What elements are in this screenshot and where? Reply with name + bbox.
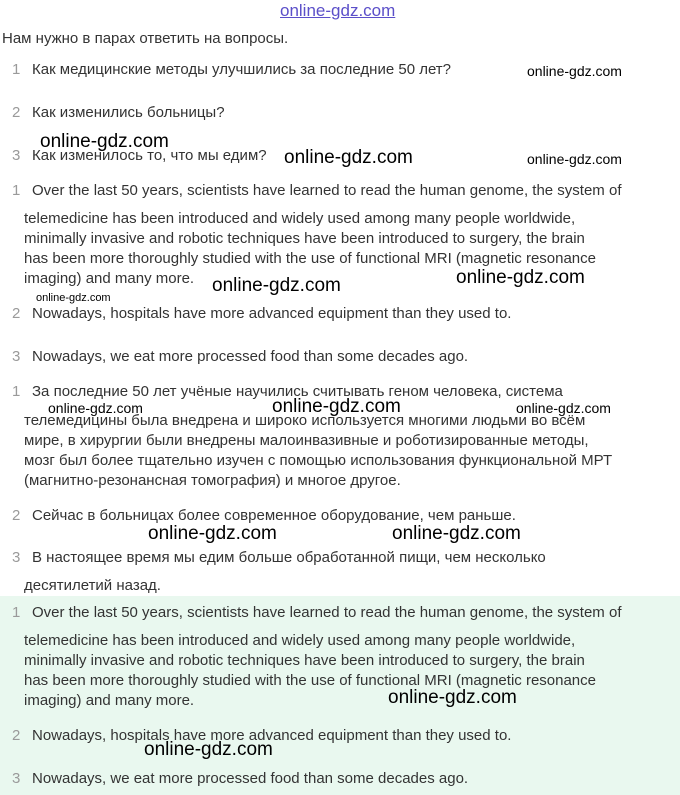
answer-en-1 bbox=[12, 181, 621, 201]
watermark: online-gdz.com bbox=[388, 687, 517, 708]
watermark: online-gdz.com bbox=[144, 739, 273, 760]
answer-text: В настоящее время мы едим больше обработанной пищи, чем несколько bbox=[32, 549, 546, 566]
answer-ru-1-cont: (магнитно-резонансная томография) и многое другое. bbox=[24, 472, 401, 489]
answer-number: 1 bbox=[12, 383, 21, 400]
answer-number: 3 bbox=[12, 770, 21, 787]
question-2 bbox=[12, 103, 225, 123]
question-1 bbox=[12, 60, 451, 80]
question-text: Как изменились больницы? bbox=[32, 104, 225, 121]
answer-ru-3-cont: десятилетий назад. bbox=[24, 577, 161, 594]
answer-en-1-cont: imaging) and many more. bbox=[24, 270, 195, 287]
answer-number: 2 bbox=[12, 305, 21, 322]
answer-en-1-cont: minimally invasive and robotic techniques have been introduced to surgery, the brain bbox=[24, 230, 585, 247]
answer-ru-3 bbox=[12, 548, 546, 568]
answer-en-3 bbox=[12, 347, 468, 367]
answer-en-2 bbox=[12, 304, 511, 324]
answer-text: Over the last 50 years, scientists have learned to read the human genome, the system of bbox=[32, 182, 622, 199]
watermark: online-gdz.com bbox=[527, 63, 622, 79]
highlight-answer-1 bbox=[12, 603, 621, 623]
watermark: online-gdz.com bbox=[36, 292, 111, 304]
watermark: online-gdz.com bbox=[40, 131, 169, 152]
answer-number: 1 bbox=[12, 182, 21, 199]
watermark: online-gdz.com bbox=[527, 151, 622, 167]
watermark: online-gdz.com bbox=[456, 267, 585, 288]
watermark: online-gdz.com bbox=[284, 147, 413, 168]
answer-en-1-cont: telemedicine has been introduced and widely used among many people worldwide, bbox=[24, 210, 576, 227]
answer-number: 1 bbox=[12, 604, 21, 621]
answer-text: Nowadays, hospitals have more advanced equipment than they used to. bbox=[32, 305, 512, 322]
answer-text: Nowadays, hospitals have more advanced equipment than they used to. bbox=[32, 727, 512, 744]
answer-number: 2 bbox=[12, 507, 21, 524]
highlight-answer-3 bbox=[12, 769, 468, 789]
watermark: online-gdz.com bbox=[148, 523, 277, 544]
highlight-answer-1-cont: telemedicine has been introduced and widely used among many people worldwide, bbox=[24, 632, 576, 649]
answer-text: Nowadays, we eat more processed food than some decades ago. bbox=[32, 770, 469, 787]
watermark: online-gdz.com bbox=[516, 400, 611, 416]
answer-ru-1-cont: телемедицины была внедрена и широко используется многими людьми во всём bbox=[24, 412, 586, 429]
answer-text: За последние 50 лет учёные научились считывать геном человека, система bbox=[32, 383, 563, 400]
question-number: 3 bbox=[12, 147, 21, 164]
watermark: online-gdz.com bbox=[392, 523, 521, 544]
answer-text: Over the last 50 years, scientists have learned to read the human genome, the system of bbox=[32, 604, 622, 621]
answer-number: 2 bbox=[12, 727, 21, 744]
question-text: Как медицинские методы улучшились за последние 50 лет? bbox=[32, 61, 452, 78]
answer-text: Сейчас в больницах более современное оборудование, чем раньше. bbox=[32, 507, 516, 524]
watermark: online-gdz.com bbox=[48, 400, 143, 416]
watermark: online-gdz.com bbox=[212, 275, 341, 296]
highlight-answer-1-cont: imaging) and many more. bbox=[24, 692, 195, 709]
highlight-answer-1-cont: has been more thoroughly studied with the use of functional MRI (magnetic resonance bbox=[24, 672, 596, 689]
answer-number: 3 bbox=[12, 549, 21, 566]
answer-ru-1-cont: мозг был более тщательно изучен с помощью использования функциональной МРТ bbox=[24, 452, 613, 469]
answer-text: Nowadays, we eat more processed food than some decades ago. bbox=[32, 348, 469, 365]
answer-ru-1-cont: мире, в хирургии были внедрены малоинвазивные и роботизированные методы, bbox=[24, 432, 589, 449]
question-number: 2 bbox=[12, 104, 21, 121]
question-number: 1 bbox=[12, 61, 21, 78]
highlight-answer-1-cont: minimally invasive and robotic techniques have been introduced to surgery, the brain bbox=[24, 652, 585, 669]
site-header-link[interactable]: online-gdz.com bbox=[280, 1, 396, 20]
answer-en-1-cont: has been more thoroughly studied with the use of functional MRI (magnetic resonance bbox=[24, 250, 596, 267]
intro-text: Нам нужно в парах ответить на вопросы. bbox=[2, 30, 289, 47]
watermark: online-gdz.com bbox=[272, 396, 401, 417]
answer-number: 3 bbox=[12, 348, 21, 365]
question-text: Как изменилось то, что мы едим? bbox=[32, 147, 267, 164]
